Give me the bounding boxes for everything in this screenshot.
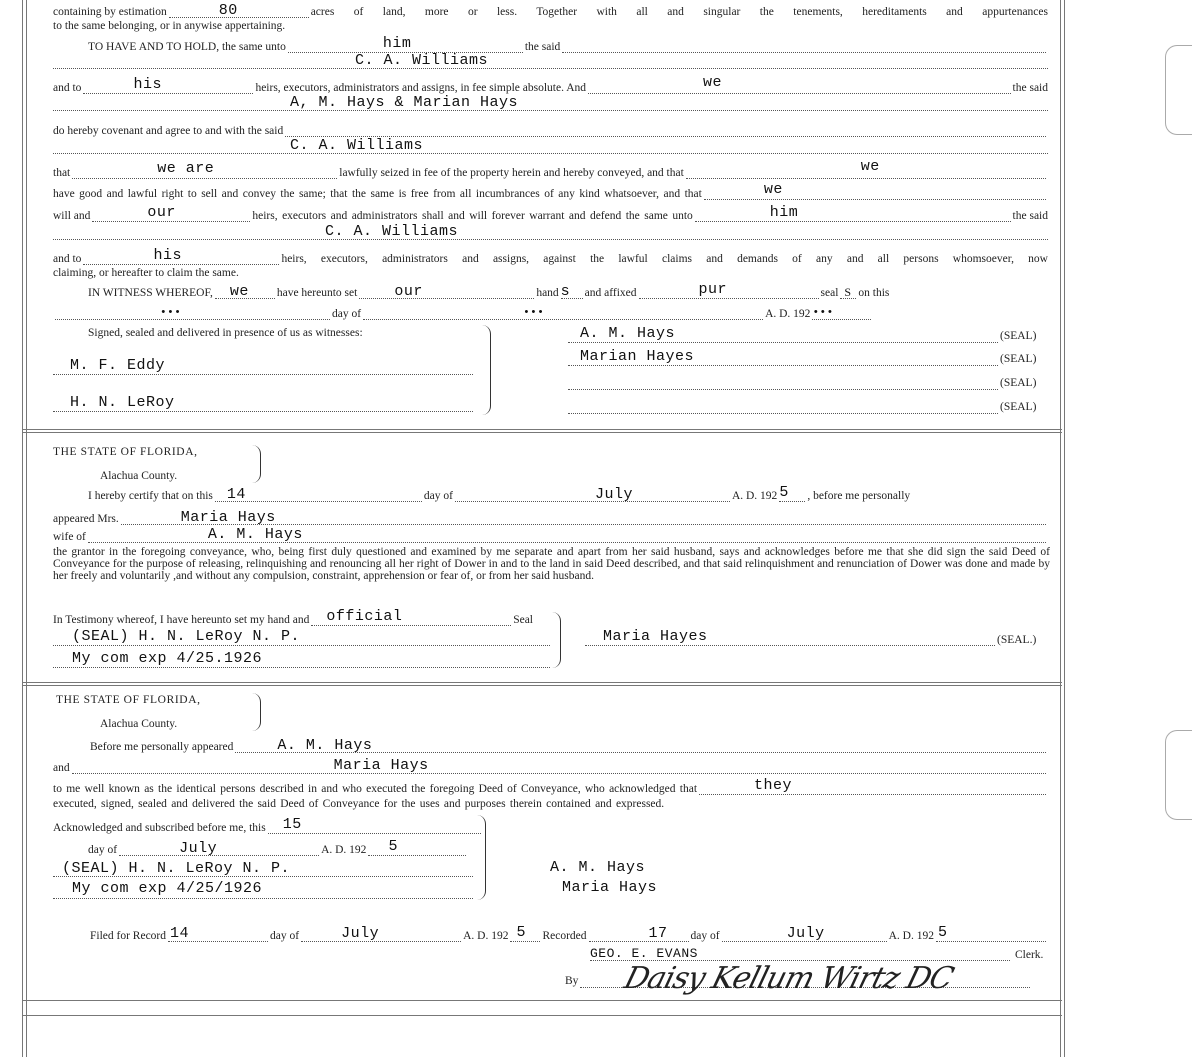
- value: 14: [170, 925, 190, 942]
- binder-hole: [1165, 730, 1192, 820]
- left-border: [22, 0, 23, 1057]
- label: appeared Mrs.: [53, 513, 119, 525]
- grantor-names: A, M. Hays & Marian Hays: [290, 94, 519, 111]
- value: •••: [523, 307, 545, 319]
- left-border-inner: [26, 0, 27, 1057]
- brace: [477, 815, 486, 900]
- bottom-rule: [22, 1015, 1062, 1016]
- label: A. D. 192: [321, 844, 367, 856]
- notary-name: (SEAL) H. N. LeRoy N. P.: [72, 628, 301, 645]
- value: July: [594, 486, 633, 503]
- brace: [552, 612, 561, 668]
- field: [268, 816, 481, 834]
- notary-name: (SEAL) H. N. LeRoy N. P.: [62, 860, 291, 877]
- signature-line: [568, 389, 998, 390]
- label: Before me personally appeared: [90, 741, 234, 753]
- field: [285, 126, 1046, 137]
- value: 5: [937, 924, 948, 941]
- value: S: [844, 285, 852, 299]
- subscribed-line: [53, 816, 483, 834]
- signature-line: [568, 365, 998, 366]
- field: [779, 484, 805, 502]
- field: [301, 925, 461, 942]
- value: official: [326, 608, 403, 625]
- clerk-label: Clerk.: [1015, 949, 1044, 961]
- field: [235, 737, 1046, 754]
- field: [510, 924, 540, 942]
- heirs-line: [53, 74, 1048, 94]
- value: 17: [648, 925, 668, 942]
- label: the said: [1012, 82, 1048, 94]
- grantee-name: C. A. Williams: [325, 223, 459, 240]
- label: heirs, executors, administrators and assigns, in fee simple absolute. And: [255, 82, 586, 94]
- fill-line: [53, 876, 473, 877]
- appeared-line: [53, 511, 1048, 525]
- value: A. M. Hays: [207, 526, 303, 543]
- label: have good and lawful right to sell and convey the same; that the same is free from all incumbrances of any kind whatsoever, and that: [53, 188, 702, 200]
- warrant-line: [53, 204, 1048, 222]
- fill-line: [53, 110, 1048, 111]
- witness-line: [88, 281, 1048, 300]
- commission-expiry: My com exp 4/25.1926: [72, 650, 263, 667]
- label: A. D. 192: [765, 308, 811, 320]
- label: to the same belonging, or in anywise appertaining.: [53, 20, 286, 32]
- label: the said: [1012, 210, 1048, 222]
- label: will and: [53, 210, 91, 222]
- signature-line: [568, 342, 998, 343]
- county-heading: Alachua County.: [100, 470, 178, 482]
- section-divider: [22, 685, 1062, 686]
- label: and to: [53, 253, 82, 265]
- label: A. D. 192: [463, 930, 509, 942]
- field: [121, 509, 1046, 526]
- field: [215, 486, 422, 503]
- fill-line: [53, 68, 1048, 69]
- seized-line: [53, 158, 1048, 179]
- label: do hereby covenant and agree to and with the said: [53, 125, 284, 137]
- label: to me well known as the identical persons described in and who executed the foregoing Deed of Conveyance, who acknowledged that: [53, 783, 698, 795]
- value: him: [382, 35, 412, 52]
- label: In Testimony whereof, I have hereunto set my hand and: [53, 614, 310, 626]
- ack-date-line: [88, 838, 468, 857]
- field: [686, 158, 1046, 179]
- seal-label: (SEAL): [1000, 401, 1037, 413]
- value: him: [769, 204, 799, 221]
- field: [639, 281, 819, 299]
- field: [368, 838, 466, 856]
- value: Maria Hays: [333, 757, 429, 774]
- covenant-line: [53, 123, 1048, 137]
- testimony-line: [53, 608, 533, 626]
- label: executed, signed, sealed and delivered the said Deed of Conveyance for the uses and purposes therein contained and expressed.: [53, 798, 665, 810]
- label: A. D. 192: [731, 490, 778, 502]
- field: [215, 283, 275, 300]
- label: A. D. 192: [888, 930, 934, 942]
- and-line: [53, 757, 1048, 774]
- label: day of: [332, 308, 362, 320]
- field: [72, 160, 337, 179]
- acres-value: 80: [218, 2, 238, 19]
- value: they: [754, 777, 793, 794]
- fill-line: [53, 898, 473, 899]
- wife-signature: Maria Hayes: [603, 628, 708, 645]
- value: our: [147, 204, 176, 221]
- label: that: [53, 167, 71, 179]
- section-divider: [22, 429, 1062, 430]
- grantor-signature: Maria Hays: [562, 879, 658, 896]
- field: [88, 526, 1046, 543]
- field: [359, 283, 534, 300]
- value: •••: [160, 307, 182, 319]
- field: [695, 204, 1011, 222]
- value: we: [229, 283, 249, 300]
- label: and to: [53, 82, 82, 94]
- label: containing by estimation: [53, 6, 167, 18]
- value: his: [133, 76, 162, 93]
- acres-line: [53, 4, 1048, 18]
- label: the said: [524, 41, 561, 53]
- label: Seal: [513, 614, 533, 626]
- field: [722, 925, 887, 942]
- value: s: [560, 283, 571, 300]
- grantor-signature: Marian Hayes: [580, 348, 695, 365]
- label: I hereby certify that on this: [88, 490, 213, 502]
- value: 15: [282, 816, 302, 833]
- clerk-name: GEO. E. EVANS: [590, 946, 698, 961]
- field: [363, 309, 763, 320]
- field: [560, 283, 583, 300]
- binder-hole: [1165, 45, 1192, 135]
- field: [812, 309, 871, 320]
- value: we: [703, 74, 723, 91]
- dower-paragraph: the grantor in the foregoing conveyance, who, being first duly questioned and examined by me separate and apart from her said husband, says and acknowledges before me that she did sign the said Deed of Conveyance for the purpose of releasing, relinquishing and renouncing all her right of Dower in and to the land in said Deed described, and that said relinquishment and renunciation of Dower was done and made by her freely and voluntarily ,and without any compulsion, constraint, apprehension or fear of, or from her said husband.: [53, 546, 1050, 582]
- label: heirs, executors and administrators shall and will forever warrant and defend the same unto: [252, 210, 693, 222]
- label: on this: [858, 287, 890, 299]
- label: day of: [423, 490, 453, 502]
- by-label: By: [565, 975, 579, 987]
- blank-field: [562, 42, 1046, 53]
- value: 5: [779, 484, 789, 501]
- seal-label: (SEAL): [1000, 353, 1037, 365]
- label: have hereunto set: [276, 287, 358, 299]
- signature-line: [568, 413, 998, 414]
- field: [589, 925, 689, 942]
- section-divider: [22, 682, 1062, 683]
- field: [92, 204, 250, 222]
- label: wife of: [53, 531, 86, 543]
- habendum-line: [88, 35, 1048, 53]
- label: , before me personally: [807, 490, 911, 502]
- witness-name: M. F. Eddy: [70, 357, 166, 374]
- grantor-signature: A. M. Hays: [550, 859, 646, 876]
- lawful-right-line: [53, 181, 1048, 200]
- fill-line: [53, 667, 550, 668]
- value: Maria Hays: [180, 509, 276, 526]
- fill-line: [53, 153, 1048, 154]
- seal-label: (SEAL.): [997, 634, 1037, 646]
- seal-label: (SEAL): [1000, 377, 1037, 389]
- field: [704, 181, 1046, 200]
- date-line: [53, 306, 873, 320]
- label: day of: [690, 930, 720, 942]
- appeared-line: [90, 739, 1048, 753]
- brace: [252, 693, 261, 731]
- wife-of-line: [53, 526, 1048, 543]
- witnesses-label: Signed, sealed and delivered in presence of us as witnesses:: [88, 327, 363, 339]
- deputy-clerk-signature: Daisy Kellum Wirtz DC: [620, 961, 957, 996]
- label: Filed for Record: [90, 930, 167, 942]
- grantee-name: C. A. Williams: [290, 137, 424, 154]
- field: [83, 76, 253, 94]
- section-divider: [22, 432, 1062, 433]
- field: [588, 74, 1011, 94]
- fill-line: [53, 239, 1048, 240]
- value: we are: [157, 160, 215, 177]
- value: 14: [226, 486, 246, 503]
- label: acres of land, more or less. Together with all and singular the tenements, hereditaments and appurtenances: [310, 6, 1048, 18]
- value: July: [341, 925, 380, 942]
- seal-label: (SEAL): [1000, 330, 1037, 342]
- value: pur: [698, 281, 728, 298]
- grantee-name: C. A. Williams: [355, 52, 489, 69]
- state-heading: THE STATE OF FLORIDA,: [53, 446, 198, 458]
- label: IN WITNESS WHEREOF,: [88, 287, 213, 299]
- field: [55, 309, 330, 320]
- fill-line: [53, 645, 550, 646]
- signature-line: [585, 645, 995, 646]
- label: and: [53, 762, 70, 774]
- value: 5: [516, 924, 526, 941]
- value: July: [179, 840, 218, 857]
- field: [699, 777, 1046, 795]
- certify-line: [88, 484, 1048, 503]
- field: [311, 608, 511, 626]
- label: Acknowledged and subscribed before me, this: [53, 822, 266, 834]
- label: seal: [820, 287, 839, 299]
- field: [83, 247, 279, 265]
- label: day of: [270, 930, 300, 942]
- witness-name: H. N. LeRoy: [70, 394, 175, 411]
- field: [840, 285, 856, 299]
- grantor-signature: A. M. Hays: [580, 325, 676, 342]
- value: our: [394, 283, 423, 300]
- value: July: [786, 925, 825, 942]
- label: heirs, executors, administrators and assigns, against the lawful claims and demands of any and all persons whomsoever, now: [281, 253, 1048, 265]
- brace: [252, 445, 261, 483]
- value: his: [153, 247, 182, 264]
- claims-line: [53, 247, 1048, 265]
- acres-field: [169, 2, 309, 19]
- fill-line: [53, 411, 473, 412]
- field: [168, 925, 268, 942]
- label: and affixed: [584, 287, 637, 299]
- field: [936, 924, 1046, 942]
- field: [119, 840, 319, 857]
- field: [455, 486, 730, 503]
- label: lawfully seized in fee of the property herein and hereby conveyed, and that: [339, 167, 684, 179]
- label: Recorded: [542, 930, 587, 942]
- value: A. M. Hays: [277, 737, 373, 754]
- brace: [482, 325, 491, 415]
- value: •••: [812, 307, 834, 319]
- label: day of: [88, 844, 118, 856]
- field: [72, 757, 1046, 774]
- value: 5: [388, 838, 398, 855]
- appertaining-line: [53, 18, 1048, 32]
- label: hand: [536, 287, 559, 299]
- value: we: [763, 181, 783, 198]
- label: TO HAVE AND TO HOLD, the same unto: [88, 41, 286, 53]
- commission-expiry: My com exp 4/25/1926: [72, 880, 263, 897]
- claiming-line: [53, 265, 1048, 279]
- right-border-inner: [1064, 0, 1065, 1057]
- known-line: [53, 777, 1048, 795]
- bottom-rule: [22, 1000, 1062, 1001]
- county-heading: Alachua County.: [100, 718, 178, 730]
- value: we: [860, 158, 880, 175]
- record-line: [90, 924, 1048, 942]
- state-heading: THE STATE OF FLORIDA,: [56, 694, 201, 706]
- label: claiming, or hereafter to claim the same.: [53, 267, 239, 279]
- right-border: [1060, 0, 1061, 1057]
- fill-line: [53, 374, 473, 375]
- executed-line: [53, 796, 1048, 810]
